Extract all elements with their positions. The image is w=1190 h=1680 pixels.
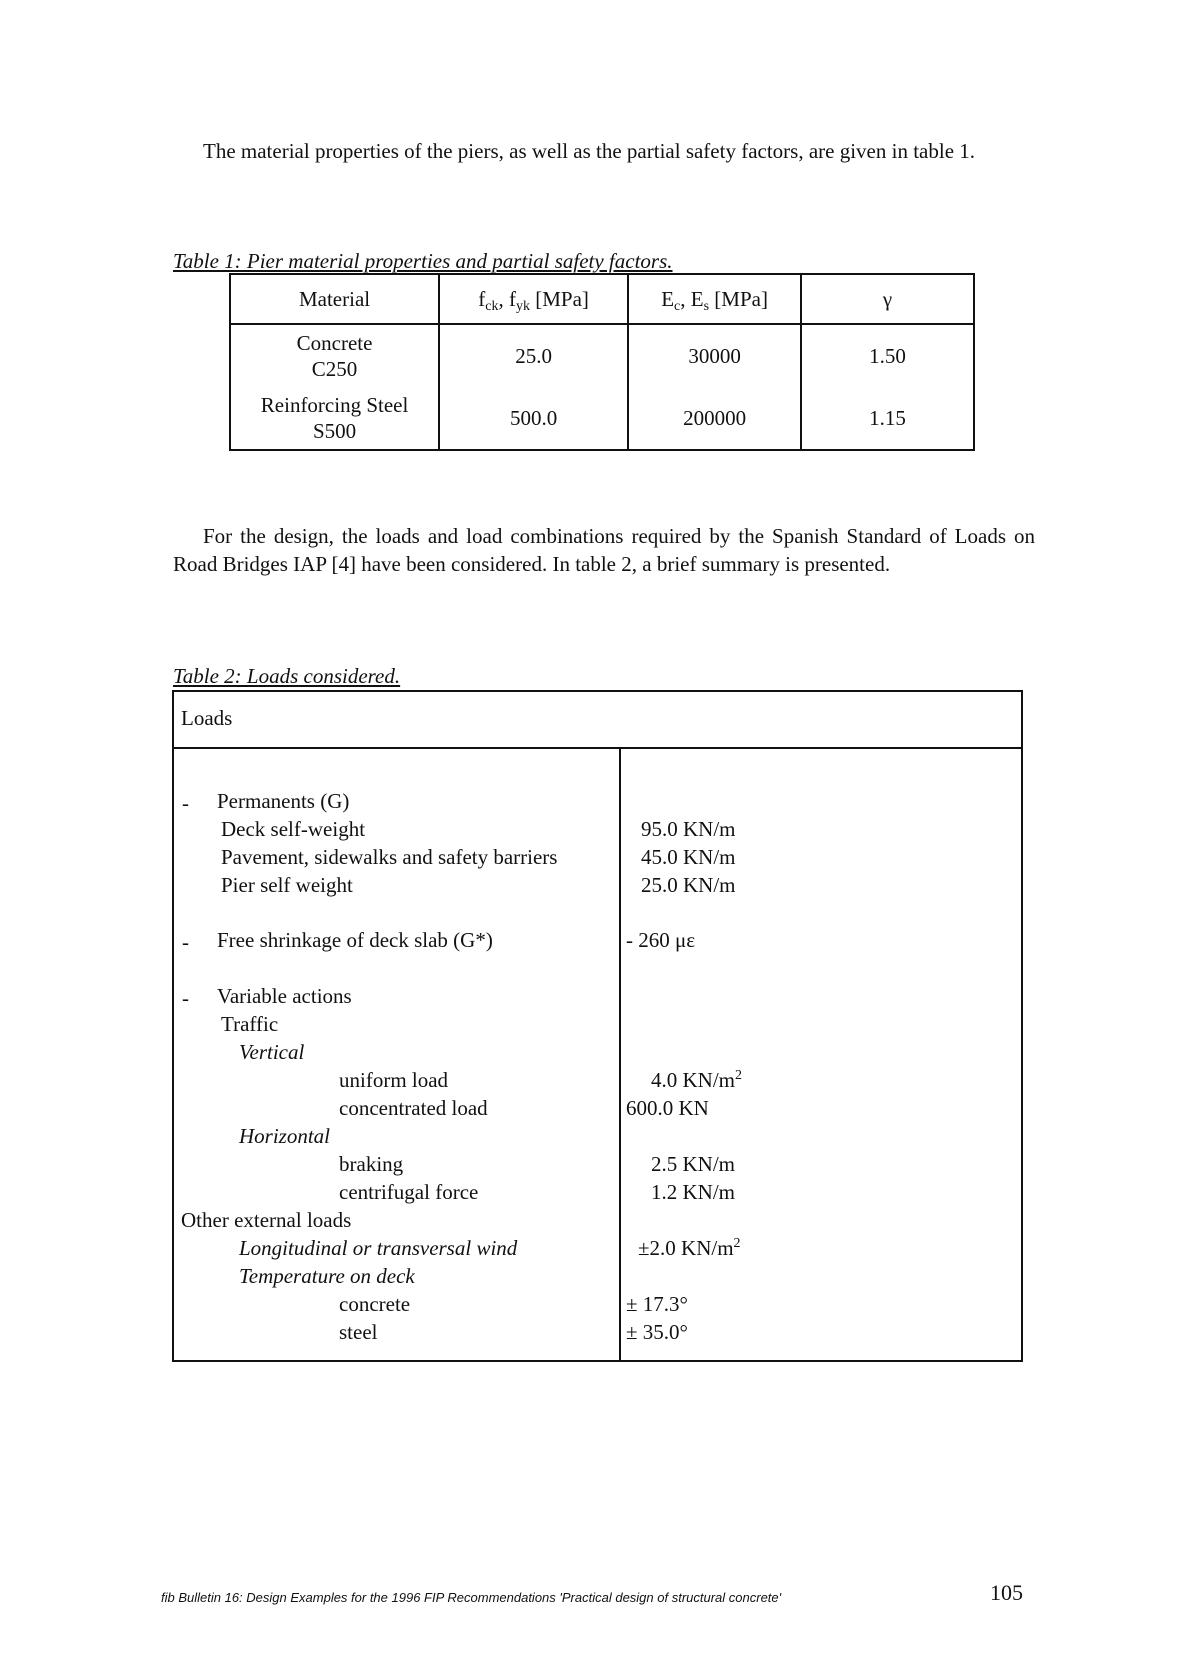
pier-self-weight-label: Pier self weight [221,873,353,897]
steel-temperature-value: ± 35.0° [626,1320,688,1344]
design-paragraph: For the design, the loads and load combinations required by the Spanish Standard of Loads on Road Bridges IAP [4] have been considered. In table 2, a brief summary is presented. [173,524,1035,576]
uniform-load-label: uniform load [339,1068,449,1092]
modulus-cell: 30000 [628,324,801,387]
table2-caption: Table 2: Loads considered. [173,664,401,688]
table1-header-row [230,274,974,324]
pavement-value: 45.0 KN/m [641,845,736,869]
gamma-cell: 1.50 [801,324,974,387]
deck-self-weight-label: Deck self-weight [221,817,366,841]
gamma-cell: 1.15 [801,387,974,450]
vertical-label: Vertical [239,1040,305,1064]
horizontal-label: Horizontal [239,1124,331,1148]
uniform-load-value: 4.0 $KN/m^2$ [651,1068,742,1092]
wind-value: ±2.0 $KN/m^2$ [638,1236,741,1260]
header-material: Material [230,274,439,324]
permanents-label: Permanents (G) [217,789,350,813]
strength-cell: 25.0 [439,324,628,387]
dash-bullet: - [182,791,189,815]
centrifugal-force-value: 1.2 KN/m [651,1180,735,1204]
other-external-loads-label: Other external loads [181,1208,352,1232]
loads-table-header [174,692,1021,749]
page-number: 105 [990,1580,1023,1605]
centrifugal-force-label: centrifugal force [339,1180,479,1204]
steel-label: steel [339,1320,378,1344]
table1-caption: Table 1: Pier material properties and partial safety factors. [173,249,673,273]
loads-table [172,690,1023,1362]
temperature-label: Temperature on deck [239,1264,415,1288]
shrinkage-value: - 260 με [626,928,696,952]
concentrated-load-label: concentrated load [339,1096,488,1120]
wind-label: Longitudinal or transversal wind [239,1236,518,1260]
concentrated-load-value: 600.0 KN [626,1096,709,1120]
strength-cell: 500.0 [439,387,628,450]
deck-self-weight-value: 95.0 KN/m [641,817,736,841]
material-cell: Reinforcing Steel S500 [230,387,439,450]
column-divider [619,749,621,1360]
pavement-label: Pavement, sidewalks and safety barriers [221,845,558,869]
modulus-cell: 200000 [628,387,801,450]
header-gamma: γ [801,274,974,324]
pier-self-weight-value: 25.0 KN/m [641,873,736,897]
shrinkage-label: Free shrinkage of deck slab (G*) [217,928,493,952]
variable-actions-label: Variable actions [217,984,352,1008]
intro-paragraph: The material properties of the piers, as well as the partial safety factors, are given in table 1. [203,139,976,163]
footer-citation: fib Bulletin 16: Design Examples for the 1996 FIP Recommendations 'Practical design of structural concrete' [161,1590,782,1605]
concrete-label: concrete [339,1292,411,1316]
concrete-temperature-value: ± 17.3° [626,1292,688,1316]
header-strength: $f_{ck}$, $f_{yk}$ [MPa] [439,274,628,324]
braking-label: braking [339,1152,404,1176]
traffic-label: Traffic [221,1012,279,1036]
table-row [230,387,974,450]
material-properties-table [229,273,975,451]
dash-bullet: - [182,986,189,1010]
dash-bullet: - [182,930,189,954]
header-modulus: $E_c$, $E_s$ [MPa] [628,274,801,324]
material-cell: Concrete C250 [230,324,439,387]
braking-value: 2.5 KN/m [651,1152,735,1176]
table-row [230,324,974,387]
loads-header-label: Loads [181,706,233,730]
